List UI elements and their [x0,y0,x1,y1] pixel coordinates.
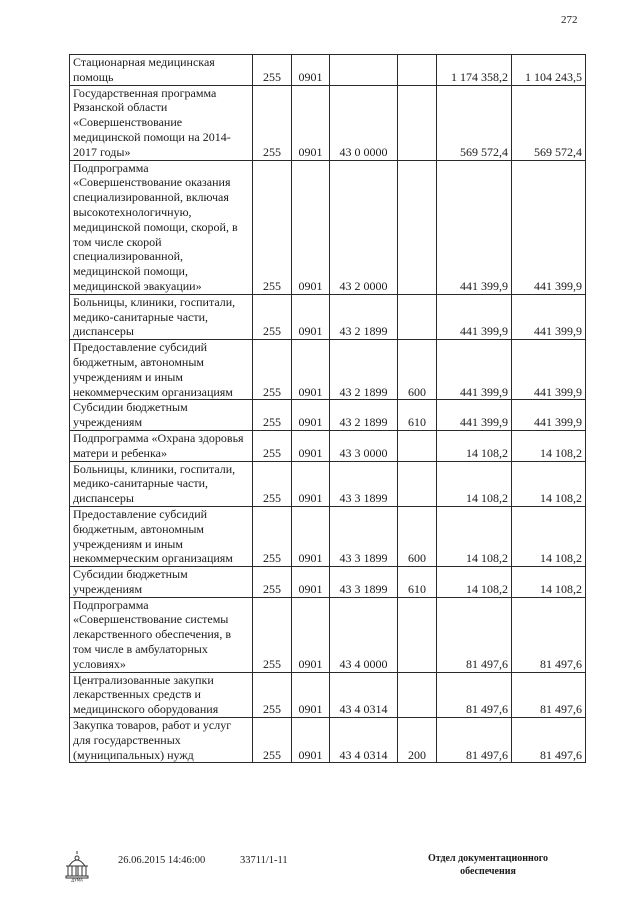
row-razdel-cell: 0901 [292,400,330,431]
row-sum-2017-cell: 81 497,6 [512,672,586,717]
row-csr-cell: 43 2 1899 [330,400,398,431]
row-csr-cell: 43 3 1899 [330,461,398,506]
row-name-cell: Субсидии бюджетным учреждениям [70,567,253,598]
table-row [70,461,586,506]
page-number: 272 [561,14,578,26]
row-sum-2017-cell: 441 399,9 [512,160,586,294]
row-sum-2016-cell: 14 108,2 [437,567,512,598]
row-sum-2016-cell: 1 174 358,2 [437,55,512,86]
row-sum-2017-cell: 441 399,9 [512,294,586,339]
svg-text:ДУМА: ДУМА [71,877,83,882]
table-row [70,160,586,294]
row-grbs-cell: 255 [253,672,292,717]
table-row [70,597,586,672]
footer-department-line1: Отдел документационного [427,853,549,864]
row-razdel-cell: 0901 [292,85,330,160]
row-csr-cell: 43 2 1899 [330,340,398,400]
table-row [70,85,586,160]
row-sum-2016-cell: 14 108,2 [437,506,512,566]
table-row [70,294,586,339]
row-csr-cell: 43 4 0314 [330,672,398,717]
row-vr-cell: 610 [398,567,437,598]
row-sum-2016-cell: 441 399,9 [437,160,512,294]
row-razdel-cell: 0901 [292,672,330,717]
row-razdel-cell: 0901 [292,718,330,763]
row-vr-cell: 200 [398,718,437,763]
row-grbs-cell: 255 [253,718,292,763]
row-sum-2017-cell: 81 497,6 [512,597,586,672]
row-csr-cell: 43 3 1899 [330,567,398,598]
row-razdel-cell: 0901 [292,597,330,672]
row-name-cell: Закупка товаров, работ и услуг для государственных (муниципальных) нужд [70,718,253,763]
row-sum-2017-cell: 441 399,9 [512,400,586,431]
row-grbs-cell: 255 [253,85,292,160]
table-row [70,430,586,461]
row-grbs-cell: 255 [253,567,292,598]
row-name-cell: Стационарная медицинская помощь [70,55,253,86]
table-row [70,672,586,717]
row-vr-cell: 600 [398,506,437,566]
row-sum-2016-cell: 441 399,9 [437,294,512,339]
row-sum-2016-cell: 569 572,4 [437,85,512,160]
row-vr-cell: 600 [398,340,437,400]
row-vr-cell [398,430,437,461]
row-razdel-cell: 0901 [292,340,330,400]
row-grbs-cell: 255 [253,340,292,400]
row-csr-cell: 43 3 1899 [330,506,398,566]
row-name-cell: Государственная программа Рязанской области «Совершенствование медицинской помощи на 2014-2017 годы» [70,85,253,160]
row-sum-2016-cell: 81 497,6 [437,597,512,672]
row-vr-cell [398,672,437,717]
footer-department [413,852,563,878]
row-name-cell: Централизованные закупки лекарственных средств и медицинского оборудования [70,672,253,717]
row-vr-cell: 610 [398,400,437,431]
footer-department-line2: обеспечения [460,866,516,877]
row-sum-2017-cell: 441 399,9 [512,340,586,400]
row-csr-cell: 43 2 1899 [330,294,398,339]
row-sum-2017-cell: 14 108,2 [512,461,586,506]
row-razdel-cell: 0901 [292,294,330,339]
row-grbs-cell: 255 [253,55,292,86]
table-row [70,340,586,400]
row-sum-2016-cell: 81 497,6 [437,718,512,763]
row-razdel-cell: 0901 [292,430,330,461]
row-vr-cell [398,461,437,506]
row-name-cell: Подпрограмма «Охрана здоровья матери и ребенка» [70,430,253,461]
row-grbs-cell: 255 [253,294,292,339]
row-csr-cell: 43 0 0000 [330,85,398,160]
row-razdel-cell: 0901 [292,160,330,294]
row-name-cell: Подпрограмма «Совершенствование оказания специализированной, включая высокотехнологичную, медицинской помощи, скорой, в том числе скорой специализированной, медицинской помощи, медицинской эвакуации» [70,160,253,294]
row-name-cell: Субсидии бюджетным учреждениям [70,400,253,431]
row-grbs-cell: 255 [253,461,292,506]
row-csr-cell: 43 4 0000 [330,597,398,672]
row-grbs-cell: 255 [253,430,292,461]
row-vr-cell [398,55,437,86]
row-vr-cell [398,597,437,672]
row-grbs-cell: 255 [253,597,292,672]
row-name-cell: Больницы, клиники, госпитали, медико-санитарные части, диспансеры [70,294,253,339]
row-vr-cell [398,294,437,339]
footer-doc-number: 33711/1-11 [240,855,288,866]
table-row [70,506,586,566]
row-sum-2017-cell: 569 572,4 [512,85,586,160]
table-row [70,718,586,763]
row-sum-2016-cell: 441 399,9 [437,400,512,431]
row-sum-2017-cell: 14 108,2 [512,430,586,461]
row-grbs-cell: 255 [253,400,292,431]
row-vr-cell [398,85,437,160]
row-csr-cell: 43 4 0314 [330,718,398,763]
row-sum-2016-cell: 441 399,9 [437,340,512,400]
row-razdel-cell: 0901 [292,461,330,506]
duma-emblem-icon [60,848,94,882]
row-csr-cell: 43 3 0000 [330,430,398,461]
footer-datetime: 26.06.2015 14:46:00 [118,855,206,866]
row-vr-cell [398,160,437,294]
row-sum-2017-cell: 81 497,6 [512,718,586,763]
row-name-cell: Предоставление субсидий бюджетным, автономным учреждениям и иным некоммерческим организациям [70,506,253,566]
row-name-cell: Подпрограмма «Совершенствование системы лекарственного обеспечения, в том числе в амбулаторных условиях» [70,597,253,672]
row-razdel-cell: 0901 [292,506,330,566]
budget-table [69,54,586,763]
row-sum-2017-cell: 14 108,2 [512,567,586,598]
row-sum-2017-cell: 1 104 243,5 [512,55,586,86]
row-sum-2017-cell: 14 108,2 [512,506,586,566]
row-razdel-cell: 0901 [292,55,330,86]
table-row [70,567,586,598]
row-grbs-cell: 255 [253,506,292,566]
table-row [70,400,586,431]
row-name-cell: Предоставление субсидий бюджетным, автономным учреждениям и иным некоммерческим организациям [70,340,253,400]
row-csr-cell [330,55,398,86]
row-sum-2016-cell: 14 108,2 [437,430,512,461]
row-sum-2016-cell: 14 108,2 [437,461,512,506]
table-row [70,55,586,86]
row-grbs-cell: 255 [253,160,292,294]
row-razdel-cell: 0901 [292,567,330,598]
row-sum-2016-cell: 81 497,6 [437,672,512,717]
row-csr-cell: 43 2 0000 [330,160,398,294]
row-name-cell: Больницы, клиники, госпитали, медико-санитарные части, диспансеры [70,461,253,506]
